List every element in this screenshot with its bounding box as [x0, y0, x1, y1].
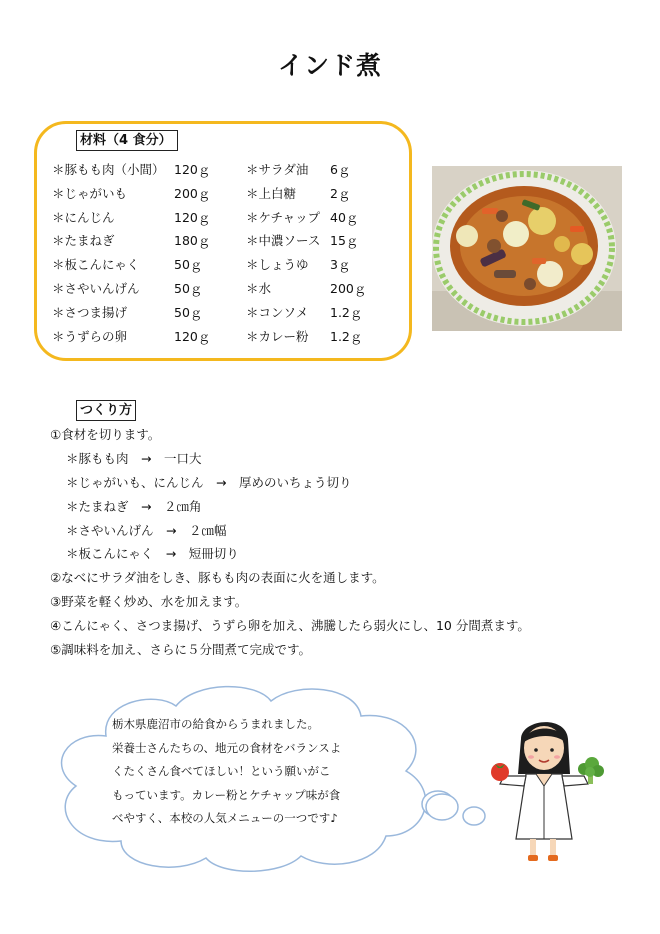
ingredient-qty: 6ｇ [330, 162, 351, 177]
nutritionist-girl-illustration [486, 714, 606, 864]
ingredient-qty: 2ｇ [330, 185, 351, 201]
cut-instruction: ＊さやいんげん → ２㎝幅 [66, 522, 227, 538]
tomato-icon [491, 763, 509, 781]
cut-instruction: ＊じゃがいも、にんじん → 厚めのいちょう切り [66, 474, 352, 490]
ingredient-row [246, 158, 351, 182]
ingredient-qty: 1.2ｇ [330, 304, 363, 320]
ingredient-row [246, 325, 363, 349]
ingredients-heading: 材料（4 食分） [76, 130, 178, 151]
ingredient-name: ＊板こんにゃく [52, 257, 140, 273]
ingredients-list-left [52, 158, 211, 348]
ingredient-qty: 200ｇ [174, 185, 211, 201]
method-step-3: ③野菜を軽く炒め、水を加えます。 [50, 594, 248, 610]
ingredient-row [52, 158, 211, 182]
cut-instruction: ＊豚もも肉 → 一口大 [66, 450, 202, 466]
ingredient-qty: 50ｇ [174, 304, 203, 320]
ingredient-qty: 120ｇ [174, 162, 211, 177]
ingredient-name: ＊うずらの卵 [52, 328, 128, 344]
ingredient-qty: 120ｇ [174, 209, 211, 225]
ingredient-name: ＊水 [246, 280, 272, 296]
ingredient-qty: 1.2ｇ [330, 328, 363, 344]
ingredient-row [52, 182, 211, 206]
cut-instruction: ＊板こんにゃく → 短冊切り [66, 546, 239, 562]
page-title: インド煮 [277, 51, 382, 80]
note-line: 栃木県鹿沼市の給食からうまれました。 [112, 717, 319, 731]
ingredient-row [52, 325, 211, 349]
stew-photo [432, 166, 622, 331]
ingredient-name: ＊豚もも肉（小間） [52, 162, 165, 177]
ingredient-row [246, 253, 351, 277]
method-step-5: ⑤調味料を加え、さらに５分間煮て完成です。 [50, 642, 311, 658]
ingredient-name: ＊しょうゆ [246, 257, 309, 273]
ingredient-qty: 120ｇ [174, 328, 211, 344]
ingredient-name: ＊カレー粉 [246, 328, 309, 344]
method-heading: つくり方 [76, 400, 136, 421]
ingredient-qty: 40ｇ [330, 209, 359, 225]
ingredient-row [52, 253, 203, 277]
note-line: べやすく、本校の人気メニューの一つです♪ [112, 811, 338, 825]
ingredient-row [246, 182, 351, 206]
ingredient-name: ＊じゃがいも [52, 185, 128, 201]
ingredient-row [246, 301, 363, 325]
ingredient-name: ＊中濃ソース [246, 233, 321, 249]
method-step-4: ④こんにゃく、さつま揚げ、うずら卵を加え、沸騰したら弱火にし、10 分間煮ます。 [50, 618, 530, 634]
ingredient-row [52, 229, 211, 253]
ingredient-name: ＊ケチャップ [246, 209, 321, 225]
note-text [112, 713, 352, 831]
method-steps [50, 423, 530, 662]
ingredient-qty: 50ｇ [174, 257, 203, 273]
ingredient-row [52, 206, 211, 230]
ingredient-row [246, 277, 367, 301]
ingredient-name: ＊上白糖 [246, 185, 297, 201]
ingredient-qty: 200ｇ [330, 280, 367, 296]
ingredients-list-right [246, 158, 367, 348]
ingredient-qty: 15ｇ [330, 233, 359, 249]
ingredient-name: ＊サラダ油 [246, 162, 309, 177]
ingredient-row [52, 301, 203, 325]
ingredient-name: ＊にんじん [52, 209, 115, 225]
note-line: 栄養士さんたちの、地元の食材をバランスよ [112, 740, 342, 755]
ingredient-name: ＊コンソメ [246, 304, 309, 320]
ingredient-name: ＊たまねぎ [52, 233, 115, 249]
ingredient-qty: 50ｇ [174, 280, 203, 296]
note-line: くたくさん食べてほしい！という願いがこ [112, 764, 331, 778]
ingredient-row [246, 229, 359, 253]
ingredient-qty: 3ｇ [330, 257, 351, 273]
ingredient-row [52, 277, 203, 301]
ingredient-name: ＊さやいんげん [52, 280, 140, 296]
stew-photo-drawing [432, 166, 622, 331]
method-step-1: ①食材を切ります。 [50, 427, 161, 442]
ingredient-name: ＊さつま揚げ [52, 304, 128, 320]
cut-instruction: ＊たまねぎ → ２㎝角 [66, 498, 202, 514]
method-step-2: ②なべにサラダ油をしき、豚もも肉の表面に火を通します。 [50, 570, 385, 586]
ingredient-row [246, 206, 359, 230]
ingredient-qty: 180ｇ [174, 233, 211, 249]
note-line: もっています。カレー粉とケチャップ味が食 [112, 787, 341, 802]
